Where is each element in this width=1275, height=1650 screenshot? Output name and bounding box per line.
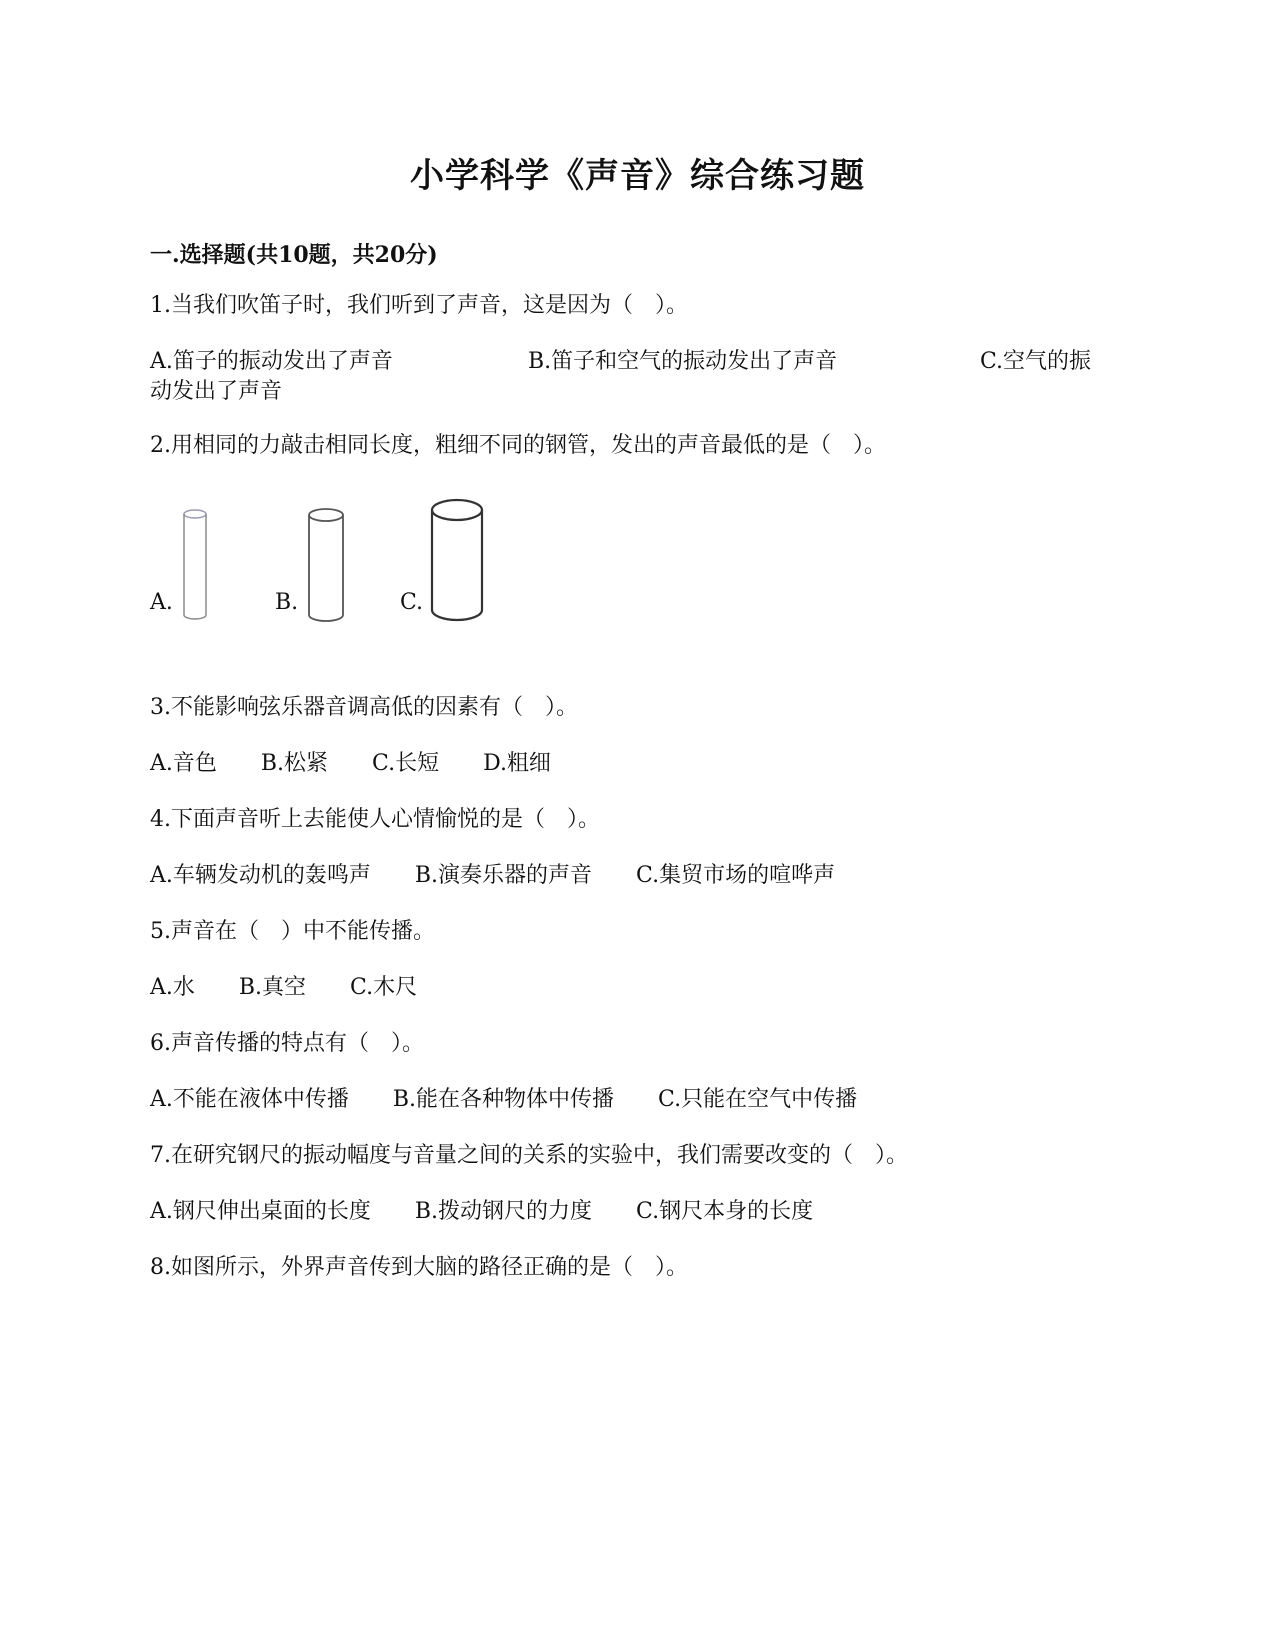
question-1-option-c-continued: 动发出了声音: [150, 379, 283, 404]
medium-pipe-image: [305, 505, 347, 627]
question-1-option-c: C.空气的振: [980, 349, 1092, 374]
question-2-option-b: B.: [275, 590, 299, 615]
section-heading: 一.选择题(共10题，共20分): [150, 242, 438, 268]
question-4-stem: 4.下面声音听上去能使人心情愉悦的是（ ）。: [150, 807, 600, 832]
question-7-options: A.钢尺伸出桌面的长度 B.拨动钢尺的力度 C.钢尺本身的长度: [150, 1199, 814, 1224]
question-1-option-b: B.笛子和空气的振动发出了声音: [528, 349, 838, 374]
question-1-stem: 1.当我们吹笛子时，我们听到了声音，这是因为（ ）。: [150, 293, 688, 318]
question-5-options: A.水 B.真空 C.木尺: [150, 975, 418, 1000]
question-6-stem: 6.声音传播的特点有（ ）。: [150, 1031, 424, 1056]
question-3-stem: 3.不能影响弦乐器音调高低的因素有（ ）。: [150, 695, 578, 720]
page-title: 小学科学《声音》综合练习题: [410, 156, 865, 196]
question-2-stem: 2.用相同的力敲击相同长度，粗细不同的钢管，发出的声音最低的是（ ）。: [150, 433, 886, 458]
question-2-option-a: A.: [150, 590, 173, 615]
question-3-options: A.音色 B.松紧 C.长短 D.粗细: [150, 751, 551, 776]
question-5-stem: 5.声音在（ ）中不能传播。: [150, 919, 435, 944]
question-8-stem: 8.如图所示，外界声音传到大脑的路径正确的是（ ）。: [150, 1255, 688, 1280]
question-2-option-c: C.: [400, 590, 424, 615]
thick-pipe-image: [428, 496, 486, 628]
thin-pipe-image: [180, 505, 210, 625]
question-1-option-a: A.笛子的振动发出了声音: [150, 349, 393, 374]
question-6-options: A.不能在液体中传播 B.能在各种物体中传播 C.只能在空气中传播: [150, 1087, 858, 1112]
question-7-stem: 7.在研究钢尺的振动幅度与音量之间的关系的实验中，我们需要改变的（ ）。: [150, 1143, 908, 1168]
question-4-options: A.车辆发动机的轰鸣声 B.演奏乐器的声音 C.集贸市场的喧哗声: [150, 863, 836, 888]
